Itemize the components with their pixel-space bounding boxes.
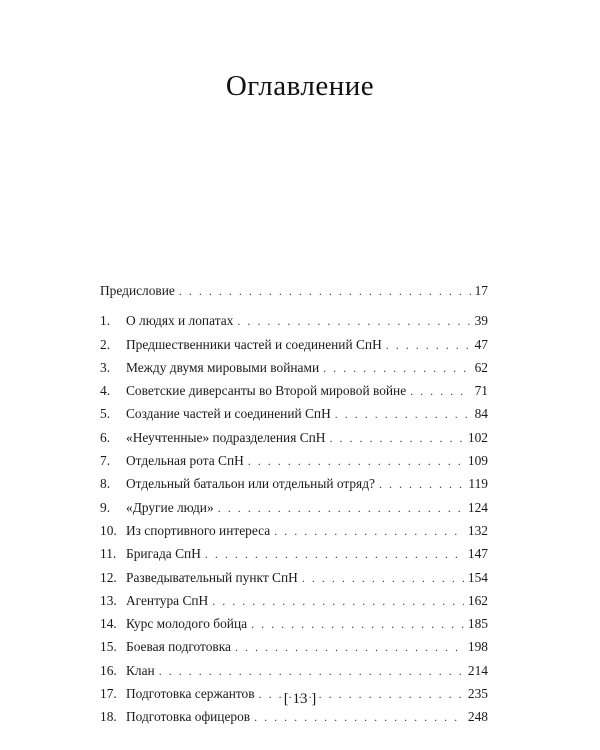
toc-entry-number: 14. bbox=[100, 616, 117, 632]
toc-entry bbox=[100, 570, 488, 593]
dot-leader bbox=[274, 524, 464, 539]
toc-entry bbox=[100, 709, 488, 732]
toc-entry-number: 7. bbox=[100, 453, 111, 469]
toc-entry-label: Агентура СпН bbox=[126, 592, 209, 608]
toc-entry-page: 132 bbox=[467, 522, 488, 538]
toc-entry-page: 62 bbox=[474, 359, 488, 375]
toc-entry bbox=[100, 639, 488, 662]
toc-entry-number: 9. bbox=[100, 499, 111, 515]
toc-entry-label: Создание частей и соединений СпН bbox=[126, 406, 331, 422]
toc-entry-label: Подготовка сержантов bbox=[126, 686, 255, 702]
toc-entry bbox=[100, 616, 488, 639]
toc-entry bbox=[100, 546, 488, 569]
toc-entry-page: 47 bbox=[474, 336, 488, 352]
toc-entry-page: 214 bbox=[467, 662, 488, 678]
toc-entry-label: Бригада СпН bbox=[126, 546, 201, 562]
toc-entry-page: 162 bbox=[467, 592, 488, 608]
dot-leader bbox=[218, 501, 464, 516]
toc-entry-page: 119 bbox=[468, 476, 488, 492]
toc-entry-label: Между двумя мировыми войнами bbox=[126, 359, 320, 375]
toc-entry-number: 8. bbox=[100, 476, 111, 492]
toc-entry-page: 17 bbox=[474, 283, 488, 298]
toc-entry bbox=[100, 406, 488, 429]
toc-entry bbox=[100, 360, 488, 383]
toc-entry bbox=[100, 313, 488, 336]
toc-entry-page: 84 bbox=[474, 406, 488, 422]
toc-entry-page: 198 bbox=[467, 639, 488, 655]
table-of-contents bbox=[100, 283, 488, 733]
dot-leader bbox=[323, 361, 470, 376]
dot-leader bbox=[205, 547, 464, 562]
toc-entry-page: 39 bbox=[474, 313, 488, 329]
toc-entry-label: «Другие люди» bbox=[126, 499, 214, 515]
dot-leader bbox=[302, 571, 464, 586]
toc-entry-label: «Неучтенные» подразделения СпН bbox=[126, 429, 326, 445]
dot-leader bbox=[179, 284, 471, 299]
toc-entry bbox=[100, 476, 488, 499]
dot-leader bbox=[159, 664, 464, 679]
dot-leader bbox=[410, 384, 470, 399]
toc-entry-page: 102 bbox=[467, 429, 488, 445]
toc-entry-number: 11. bbox=[100, 546, 117, 562]
dot-leader bbox=[335, 407, 471, 422]
dot-leader bbox=[254, 710, 464, 725]
toc-entry bbox=[100, 523, 488, 546]
toc-entry-number: 17. bbox=[100, 686, 117, 702]
toc-entry-number: 1. bbox=[100, 313, 111, 329]
toc-entry bbox=[100, 663, 488, 686]
toc-entry-label: Подготовка офицеров bbox=[126, 709, 251, 725]
dot-leader bbox=[212, 594, 464, 609]
toc-entry-label: Предшественники частей и соединений СпН bbox=[126, 336, 382, 352]
toc-entry-label: Отдельный батальон или отдельный отряд? bbox=[126, 476, 375, 492]
chapter-list bbox=[100, 313, 488, 732]
toc-entry-page: 235 bbox=[467, 686, 488, 702]
toc-entry-number: 16. bbox=[100, 662, 117, 678]
toc-entry-preface bbox=[100, 283, 488, 306]
page-title: Оглавление bbox=[225, 70, 375, 102]
toc-entry-label: Разведывательный пункт СпН bbox=[126, 569, 298, 585]
toc-entry-label: Предисловие bbox=[100, 283, 175, 298]
page-number: [ 13 ] bbox=[283, 691, 317, 707]
dot-leader bbox=[379, 477, 464, 492]
toc-entry-number: 13. bbox=[100, 592, 117, 608]
toc-entry bbox=[100, 453, 488, 476]
toc-entry-label: Отдельная рота СпН bbox=[126, 453, 244, 469]
toc-entry-number: 5. bbox=[100, 406, 111, 422]
dot-leader bbox=[251, 617, 464, 632]
toc-entry-page: 124 bbox=[467, 499, 488, 515]
toc-entry-label: Из спортивного интереса bbox=[126, 522, 271, 538]
toc-entry bbox=[100, 593, 488, 616]
toc-entry-number: 6. bbox=[100, 429, 111, 445]
toc-entry-number: 2. bbox=[100, 336, 111, 352]
toc-entry-number: 4. bbox=[100, 383, 111, 399]
dot-leader bbox=[329, 431, 463, 446]
toc-entry-label: Советские диверсанты во Второй мировой войне bbox=[126, 383, 407, 399]
toc-entry-number: 10. bbox=[100, 522, 117, 538]
toc-entry-label: Боевая подготовка bbox=[126, 639, 231, 655]
toc-entry-page: 147 bbox=[467, 546, 488, 562]
toc-entry-page: 248 bbox=[467, 709, 488, 725]
toc-entry-number: 12. bbox=[100, 569, 117, 585]
toc-entry-page: 109 bbox=[467, 453, 488, 469]
dot-leader bbox=[237, 314, 470, 329]
toc-entry-number: 18. bbox=[100, 709, 117, 725]
toc-entry-page: 71 bbox=[474, 383, 488, 399]
toc-entry-label: О людях и лопатах bbox=[126, 313, 234, 329]
toc-entry bbox=[100, 383, 488, 406]
toc-entry-number: 15. bbox=[100, 639, 117, 655]
toc-entry bbox=[100, 430, 488, 453]
toc-entry-number: 3. bbox=[100, 359, 111, 375]
toc-entry-page: 185 bbox=[467, 616, 488, 632]
toc-entry-label: Курс молодого бойца bbox=[126, 616, 248, 632]
dot-leader bbox=[235, 640, 464, 655]
toc-entry-label: Клан bbox=[126, 662, 155, 678]
toc-entry bbox=[100, 500, 488, 523]
toc-entry bbox=[100, 337, 488, 360]
dot-leader bbox=[248, 454, 464, 469]
toc-entry-page: 154 bbox=[467, 569, 488, 585]
dot-leader bbox=[386, 338, 471, 353]
